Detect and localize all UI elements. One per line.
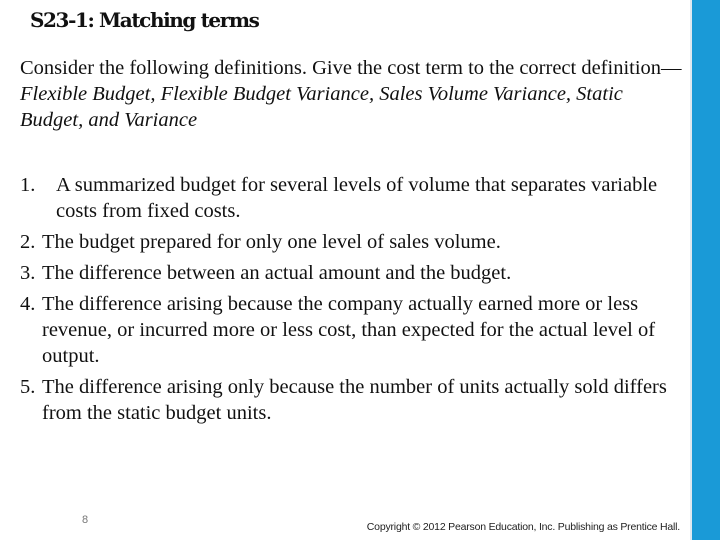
- copyright-notice: Copyright © 2012 Pearson Education, Inc. Publishing as Prentice Hall.: [366, 521, 680, 533]
- definition-item-1: [20, 172, 688, 224]
- intro-terms: Flexible Budget, Flexible Budget Variance, Sales Volume Variance, Static Budget, and Variance: [20, 83, 623, 131]
- definitions-list: [20, 172, 688, 431]
- item-text: The difference arising only because the number of units actually sold differs from the static budget units.: [42, 376, 667, 424]
- item-text: The difference arising because the company actually earned more or less revenue, or incurred more or less cost, than expected for the actual level of output.: [42, 293, 656, 367]
- item-number: 5.: [20, 376, 36, 398]
- definition-item-3: [20, 260, 688, 286]
- intro-text: Consider the following definitions. Give the cost term to the correct definition—: [20, 57, 682, 79]
- page-number: 8: [82, 514, 89, 526]
- slide-title: S23-1: Matching terms: [30, 8, 259, 32]
- item-text: The difference between an actual amount and the budget.: [42, 262, 512, 284]
- item-number: 1.: [20, 174, 36, 196]
- item-number: 3.: [20, 262, 36, 284]
- accent-sidebar: [690, 0, 720, 540]
- item-number: 4.: [20, 293, 36, 315]
- definition-item-5: [20, 374, 688, 426]
- item-text: The budget prepared for only one level of sales volume.: [42, 231, 501, 253]
- definition-item-2: [20, 229, 688, 255]
- intro-paragraph: [20, 55, 685, 133]
- definition-item-4: [20, 291, 688, 369]
- item-text: A summarized budget for several levels of volume that separates variable costs from fixed costs.: [56, 174, 658, 222]
- item-number: 2.: [20, 231, 36, 253]
